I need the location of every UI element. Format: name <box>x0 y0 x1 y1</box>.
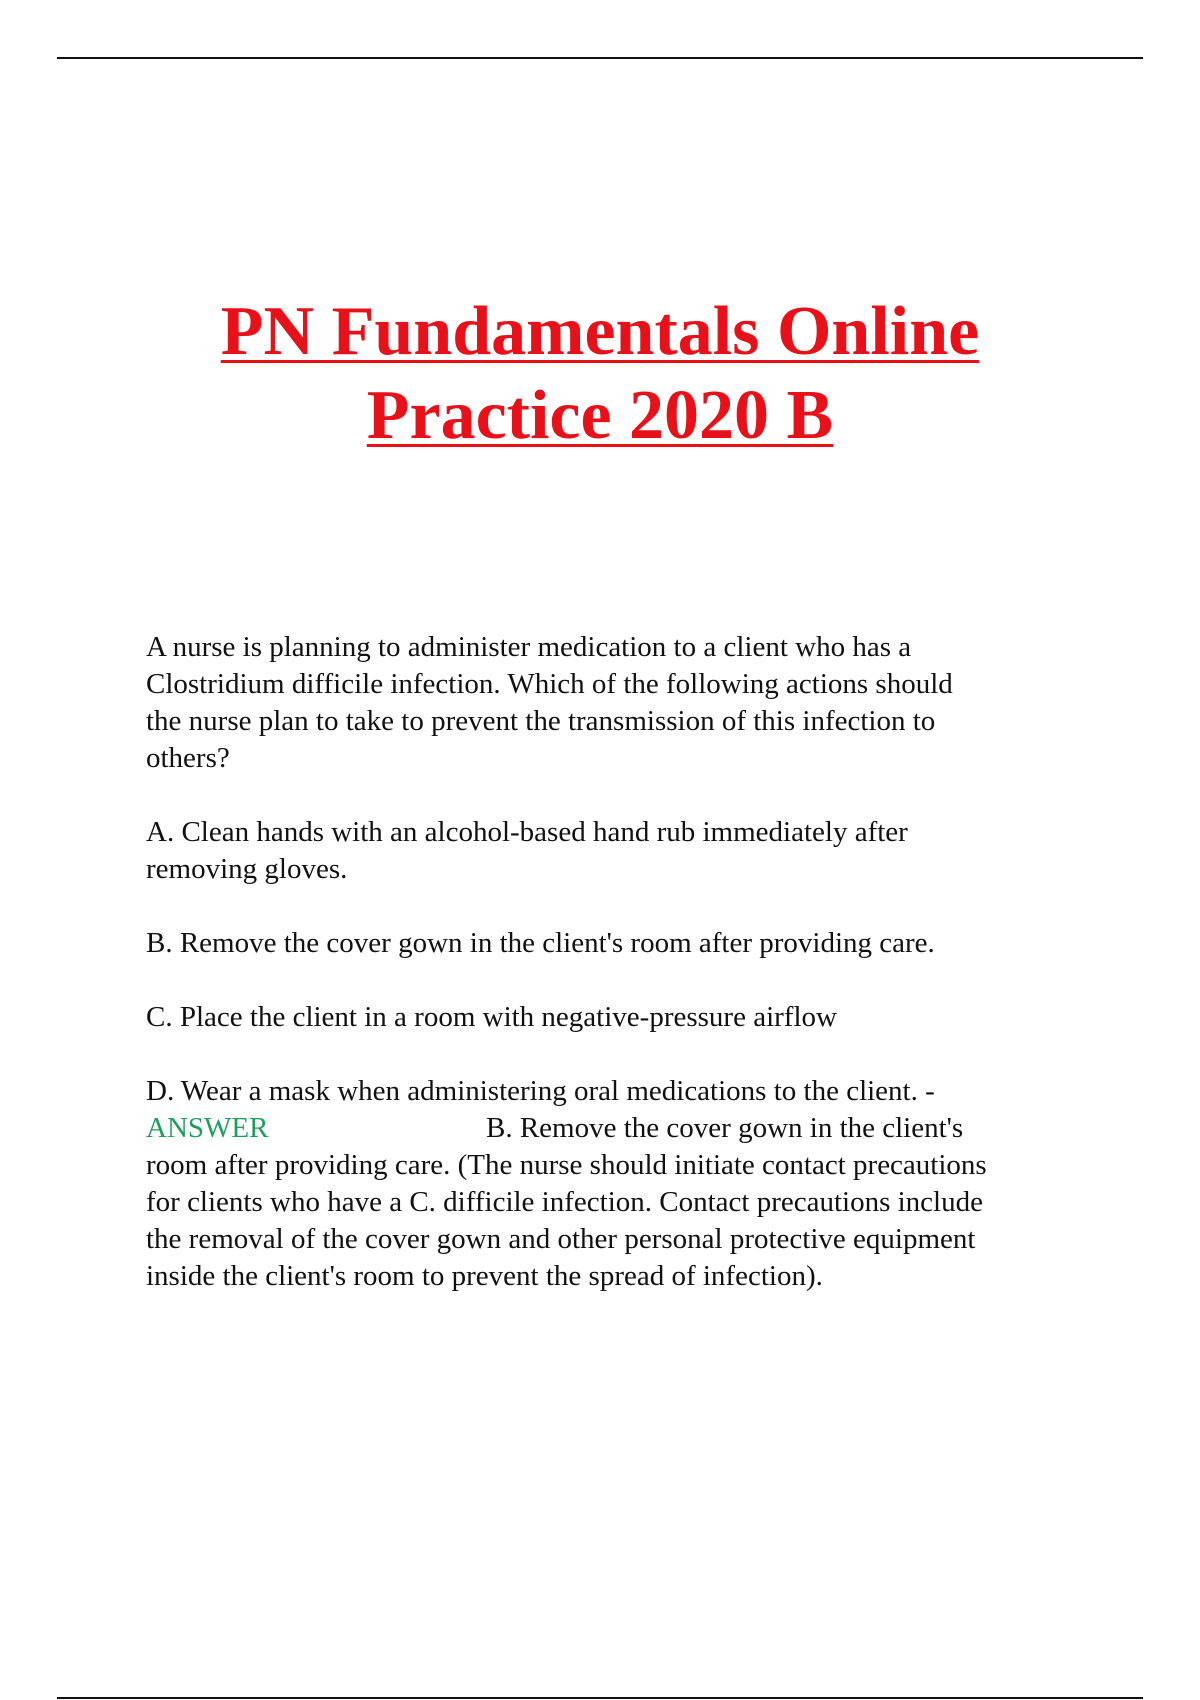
rationale-line: inside the client's room to prevent the spread of infection). <box>146 1260 823 1292</box>
answer-first: B. Remove the cover gown in the client's <box>486 1112 964 1144</box>
rationale-line: room after providing care. (The nurse should initiate contact precautions <box>146 1149 987 1181</box>
title-line-1: PN Fundamentals Online <box>220 293 980 370</box>
option-b: B. Remove the cover gown in the client's room after providing care. <box>146 927 935 959</box>
rationale-line: for clients who have a C. difficile infection. Contact precautions include <box>146 1186 983 1218</box>
title-line-2: Practice 2020 B <box>366 377 834 454</box>
option-d: D. Wear a mask when administering oral medications to the client. - <box>146 1075 935 1107</box>
document-title <box>0 290 1200 458</box>
stem-line: others? <box>146 742 230 774</box>
option-d-and-answer <box>146 1073 1086 1295</box>
option-a <box>146 814 1086 888</box>
bottom-rule <box>57 1697 1143 1699</box>
option-a-line: A. Clean hands with an alcohol-based hand rub immediately after <box>146 816 908 848</box>
top-rule <box>57 57 1143 59</box>
question-stem <box>146 629 1086 777</box>
rationale-line: the removal of the cover gown and other personal protective equipment <box>146 1223 976 1255</box>
stem-line: Clostridium difficile infection. Which of the following actions should <box>146 668 953 700</box>
option-a-line: removing gloves. <box>146 853 348 885</box>
answer-line <box>146 1110 1086 1147</box>
question-block <box>146 629 1086 1332</box>
answer-label: ANSWER <box>146 1112 269 1144</box>
stem-line: A nurse is planning to administer medication to a client who has a <box>146 631 912 663</box>
option-c: C. Place the client in a room with negative-pressure airflow <box>146 1001 837 1033</box>
stem-line: the nurse plan to take to prevent the transmission of this infection to <box>146 705 936 737</box>
